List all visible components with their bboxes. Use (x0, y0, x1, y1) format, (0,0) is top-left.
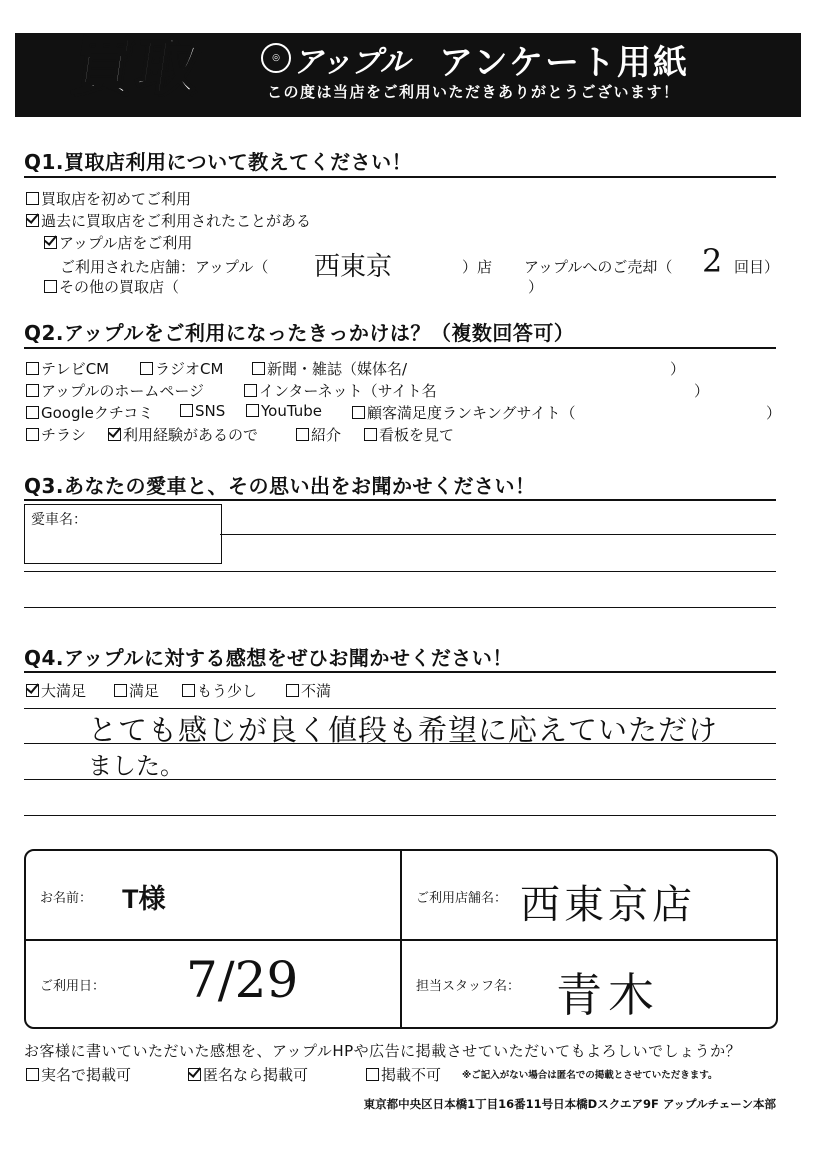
staff-value[interactable]: 青木 (556, 968, 660, 1022)
q2-experience-label: 利用経験があるので (123, 426, 259, 444)
store-label: ご利用店舗名： (416, 891, 508, 906)
q2-google[interactable] (26, 402, 153, 423)
checkbox-icon[interactable] (366, 1068, 379, 1081)
car-name-label: 愛車名： (31, 512, 87, 528)
header-banner (15, 30, 801, 117)
q1-apple-store-label: アップル店をご利用 (59, 234, 193, 252)
q2-signboard[interactable] (364, 424, 454, 445)
q2-radio-cm-label: ラジオCM (155, 360, 224, 378)
q2-homepage-label: アップルのホームページ (41, 382, 205, 400)
publish-consent-question: お客様に書いていただいた感想を、アップルHPや広告に掲載させていただいてもよろしいでしょうか？ (24, 1042, 742, 1060)
q2-referral-label: 紹介 (311, 426, 342, 444)
checkbox-icon[interactable] (352, 406, 365, 419)
publish-anonymous[interactable] (188, 1064, 308, 1085)
q2-sns-label: SNS (195, 402, 226, 420)
checkbox-icon[interactable] (140, 362, 153, 375)
company-address: 東京都中央区日本橋1丁目16番11号日本橋Dスクエア9F アップルチェーン本部 (363, 1097, 776, 1111)
q1-title: Q1.買取店利用について教えてください！ (24, 150, 413, 174)
publish-real-name[interactable] (26, 1064, 131, 1085)
q2-divider (24, 347, 776, 349)
checkbox-icon[interactable] (364, 428, 377, 441)
checkbox-icon[interactable] (296, 428, 309, 441)
q1-store-prefix: ご利用された店舗：アップル（ (60, 258, 269, 276)
q4-very-satisfied[interactable] (26, 680, 86, 701)
q4-dissatisfied-label: 不満 (301, 682, 332, 700)
checkbox-checked-icon[interactable] (108, 428, 121, 441)
q2-google-label: Googleクチコミ (41, 404, 154, 422)
q3-answer-line[interactable] (24, 571, 776, 572)
checkbox-checked-icon[interactable] (26, 684, 39, 697)
publish-not-allowed[interactable] (366, 1064, 441, 1085)
q1-first-time[interactable] (26, 188, 191, 209)
name-label: お名前： (40, 891, 93, 906)
checkbox-icon[interactable] (182, 684, 195, 697)
q2-youtube-label: YouTube (261, 402, 322, 420)
q2-ranking[interactable] (352, 402, 576, 423)
staff-label: 担当スタッフ名： (416, 979, 521, 994)
q1-sales-prefix: アップルへのご売却（ (524, 258, 673, 276)
checkbox-icon[interactable] (26, 384, 39, 397)
q2-ranking-label: 顧客満足度ランキングサイト（ (367, 404, 576, 422)
publish-note: ※ご記入がない場合は匿名での掲載とさせていただきます。 (462, 1070, 718, 1081)
q4-satisfied-label: 満足 (129, 682, 160, 700)
checkbox-checked-icon[interactable] (44, 236, 57, 249)
checkbox-icon[interactable] (26, 406, 39, 419)
q2-title: Q2.アップルをご利用になったきっかけは？（複数回答可） (24, 321, 575, 345)
checkbox-checked-icon[interactable] (26, 214, 39, 227)
q2-newspaper[interactable] (252, 358, 407, 379)
publish-not-allowed-label: 掲載不可 (381, 1066, 442, 1084)
q3-answer-line[interactable] (24, 607, 776, 608)
q2-internet[interactable] (244, 380, 437, 401)
q2-tv-cm-label: テレビCM (41, 360, 110, 378)
q2-referral[interactable] (296, 424, 341, 445)
q2-tv-cm[interactable] (26, 358, 109, 379)
survey-title: アンケート用紙 (439, 43, 689, 83)
q1-other-close: ） (528, 278, 544, 296)
name-value[interactable]: T様 (122, 884, 166, 914)
q4-somewhat[interactable] (182, 680, 257, 701)
apple-logo-icon: ◎ (261, 43, 291, 73)
checkbox-icon[interactable] (286, 684, 299, 697)
q2-internet-label: インターネット（サイト名 (259, 382, 437, 400)
q2-experience[interactable] (108, 424, 258, 445)
q1-divider (24, 176, 776, 178)
q2-flyer[interactable] (26, 424, 86, 445)
q4-answer-line[interactable] (24, 743, 776, 744)
q1-sales-suffix: 回目） (734, 258, 780, 276)
q2-internet-close: ） (694, 382, 710, 400)
q1-used-before[interactable] (26, 210, 311, 231)
q1-apple-store[interactable] (44, 232, 192, 253)
store-value[interactable]: 西東京店 (520, 882, 696, 928)
q4-somewhat-label: もう少し (197, 682, 258, 700)
q4-answer-line[interactable] (24, 779, 776, 780)
date-label: ご利用日： (40, 979, 106, 994)
q1-used-before-label: 過去に買取店をご利用されたことがある (41, 212, 312, 230)
thanks-message: この度は当店をご利用いただきありがとうございます！ (267, 83, 680, 101)
publish-real-name-label: 実名で掲載可 (41, 1066, 132, 1084)
q3-answer-line[interactable] (220, 534, 776, 535)
checkbox-icon[interactable] (180, 404, 193, 417)
checkbox-icon[interactable] (246, 404, 259, 417)
q1-store-suffix: ）店 (462, 258, 493, 276)
q1-store-handwritten[interactable]: 西東京 (314, 252, 393, 282)
q2-youtube[interactable] (246, 402, 322, 420)
q2-flyer-label: チラシ (41, 426, 87, 444)
q1-other-store-label: その他の買取店（ (59, 278, 180, 296)
q2-newspaper-close: ） (670, 360, 686, 378)
q2-sns[interactable] (180, 402, 225, 420)
checkbox-icon[interactable] (114, 684, 127, 697)
q1-sales-handwritten[interactable]: 2 (702, 242, 723, 280)
q1-other-store[interactable] (44, 276, 179, 297)
checkbox-icon[interactable] (26, 428, 39, 441)
q1-first-time-label: 買取店を初めてご利用 (41, 190, 192, 208)
checkbox-icon[interactable] (44, 280, 57, 293)
q2-homepage[interactable] (26, 380, 204, 401)
q2-ranking-close: ） (766, 404, 782, 422)
q2-newspaper-label: 新聞・雑誌（媒体名/ (267, 360, 408, 378)
q2-radio-cm[interactable] (140, 358, 223, 379)
q4-answer-line[interactable] (24, 815, 776, 816)
apple-logo-text: アップル (293, 45, 410, 80)
checkbox-icon[interactable] (244, 384, 257, 397)
info-horizontal-divider (26, 939, 776, 941)
checkbox-icon[interactable] (252, 362, 265, 375)
checkbox-checked-icon[interactable] (188, 1068, 201, 1081)
kaitori-title: 買取 (67, 30, 206, 103)
checkbox-icon[interactable] (26, 362, 39, 375)
q4-comment-line1[interactable]: とても感じが良く値段も希望に応えていただけ (88, 713, 719, 747)
checkbox-icon[interactable] (26, 1068, 39, 1081)
car-name-box[interactable] (24, 504, 222, 564)
checkbox-icon[interactable] (26, 192, 39, 205)
q4-satisfied[interactable] (114, 680, 159, 701)
date-value[interactable]: 7/29 (186, 951, 299, 1009)
q4-divider (24, 671, 776, 673)
q3-divider (24, 499, 776, 501)
q4-dissatisfied[interactable] (286, 680, 331, 701)
q4-very-satisfied-label: 大満足 (41, 682, 87, 700)
q2-signboard-label: 看板を見て (379, 426, 455, 444)
q4-comment-line2[interactable]: ました。 (88, 752, 184, 780)
customer-info-box (24, 849, 778, 1029)
q4-title: Q4.アップルに対する感想をぜひお聞かせください！ (24, 646, 513, 670)
q3-title: Q3.あなたの愛車と、その思い出をお聞かせください！ (24, 474, 536, 498)
publish-anonymous-label: 匿名なら掲載可 (203, 1066, 309, 1084)
